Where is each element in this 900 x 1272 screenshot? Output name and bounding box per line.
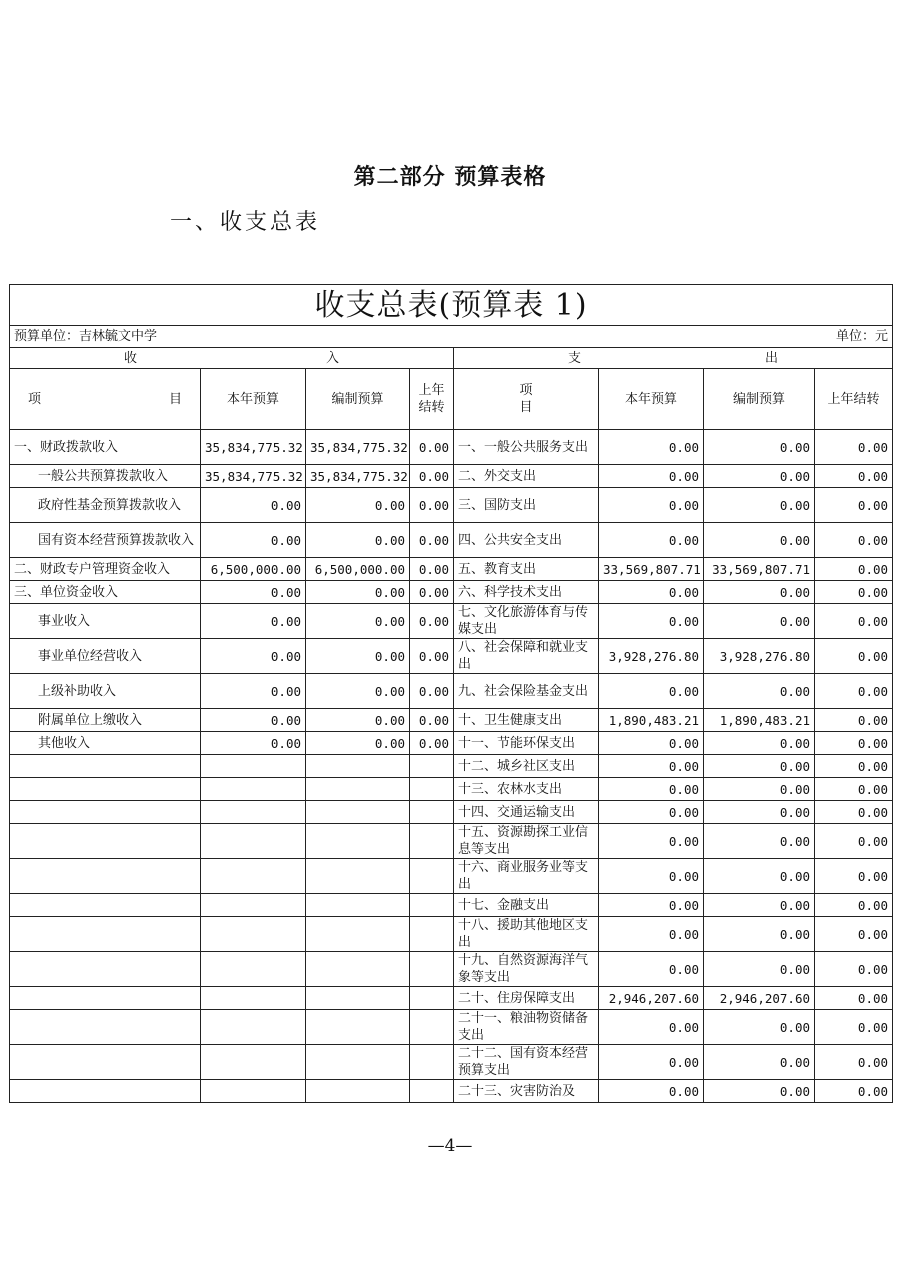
expense-compiled-cell: 0.00	[704, 755, 815, 778]
expense-compiled-cell: 0.00	[704, 801, 815, 824]
expense-current-cell: 0.00	[599, 465, 704, 488]
income-item-cell: 附属单位上缴收入	[10, 709, 201, 732]
table-row	[10, 558, 893, 581]
income-current-cell: 0.00	[201, 639, 306, 674]
income-item-cell	[10, 917, 201, 952]
income-carryover-cell	[410, 859, 454, 894]
budget-unit-name: 预算单位：吉林毓文中学	[10, 326, 815, 348]
income-compiled-header: 编制预算	[306, 369, 410, 430]
expense-item-cell: 十四、交通运输支出	[454, 801, 599, 824]
income-current-cell: 0.00	[201, 732, 306, 755]
expense-item-cell: 七、文化旅游体育与传媒支出	[454, 604, 599, 639]
expense-carryover-cell: 0.00	[815, 859, 893, 894]
expense-carryover-cell: 0.00	[815, 674, 893, 709]
expense-item-cell: 二十三、灾害防治及	[454, 1080, 599, 1103]
income-current-cell: 0.00	[201, 523, 306, 558]
income-current-cell	[201, 1080, 306, 1103]
expense-carryover-cell: 0.00	[815, 755, 893, 778]
income-carryover-cell: 0.00	[410, 465, 454, 488]
expense-carryover-cell: 0.00	[815, 488, 893, 523]
income-current-cell: 0.00	[201, 488, 306, 523]
table-row	[10, 824, 893, 859]
expense-current-cell: 2,946,207.60	[599, 987, 704, 1010]
expense-current-cell: 0.00	[599, 488, 704, 523]
expense-compiled-cell: 0.00	[704, 1080, 815, 1103]
income-current-cell	[201, 987, 306, 1010]
table-row	[10, 987, 893, 1010]
expense-compiled-cell: 0.00	[704, 894, 815, 917]
expense-current-cell: 0.00	[599, 430, 704, 465]
expense-compiled-cell: 0.00	[704, 1045, 815, 1080]
expense-item-cell: 五、教育支出	[454, 558, 599, 581]
income-current-cell: 6,500,000.00	[201, 558, 306, 581]
income-item-cell	[10, 824, 201, 859]
income-compiled-cell: 0.00	[306, 732, 410, 755]
income-item-cell: 二、财政专户管理资金收入	[10, 558, 201, 581]
expense-item-cell: 十九、自然资源海洋气象等支出	[454, 952, 599, 987]
table-row	[10, 917, 893, 952]
expense-item-cell: 二十一、粮油物资储备支出	[454, 1010, 599, 1045]
expense-compiled-cell: 0.00	[704, 581, 815, 604]
income-compiled-cell: 6,500,000.00	[306, 558, 410, 581]
page-number: —4—	[427, 1136, 473, 1156]
expense-item-cell: 十一、节能环保支出	[454, 732, 599, 755]
expense-item-cell: 十五、资源勘探工业信息等支出	[454, 824, 599, 859]
expense-compiled-cell: 0.00	[704, 523, 815, 558]
expense-item-cell: 十三、农林水支出	[454, 778, 599, 801]
expense-compiled-cell: 0.00	[704, 859, 815, 894]
table-row	[10, 430, 893, 465]
expense-current-cell: 0.00	[599, 581, 704, 604]
expense-compiled-header: 编制预算	[704, 369, 815, 430]
expense-compiled-cell: 0.00	[704, 778, 815, 801]
income-current-header: 本年预算	[201, 369, 306, 430]
income-current-cell: 35,834,775.32	[201, 465, 306, 488]
income-carryover-cell	[410, 894, 454, 917]
table-row	[10, 465, 893, 488]
income-carryover-cell	[410, 1010, 454, 1045]
income-item-cell: 一般公共预算拨款收入	[10, 465, 201, 488]
income-item-cell: 一、财政拨款收入	[10, 430, 201, 465]
income-current-cell: 35,834,775.32	[201, 430, 306, 465]
expense-compiled-cell: 0.00	[704, 674, 815, 709]
expense-compiled-cell: 0.00	[704, 824, 815, 859]
income-compiled-cell: 0.00	[306, 488, 410, 523]
expense-carryover-cell: 0.00	[815, 1010, 893, 1045]
income-item-cell	[10, 894, 201, 917]
expense-item-cell: 十六、商业服务业等支出	[454, 859, 599, 894]
table-row	[10, 952, 893, 987]
expense-compiled-cell: 3,928,276.80	[704, 639, 815, 674]
expense-item-cell: 九、社会保险基金支出	[454, 674, 599, 709]
expense-current-cell: 0.00	[599, 674, 704, 709]
income-item-cell	[10, 755, 201, 778]
income-item-cell: 其他收入	[10, 732, 201, 755]
income-compiled-cell: 0.00	[306, 674, 410, 709]
income-current-cell: 0.00	[201, 709, 306, 732]
income-compiled-cell	[306, 824, 410, 859]
income-compiled-cell: 35,834,775.32	[306, 465, 410, 488]
expense-item-cell: 八、社会保障和就业支出	[454, 639, 599, 674]
income-current-cell	[201, 1045, 306, 1080]
table-row	[10, 1080, 893, 1103]
expense-carryover-cell: 0.00	[815, 894, 893, 917]
expense-current-cell: 0.00	[599, 1045, 704, 1080]
income-item-cell	[10, 987, 201, 1010]
income-item-cell: 事业单位经营收入	[10, 639, 201, 674]
income-compiled-cell	[306, 755, 410, 778]
section-title: 一、收支总表	[170, 210, 321, 235]
expense-compiled-cell: 33,569,807.71	[704, 558, 815, 581]
income-carryover-cell: 0.00	[410, 639, 454, 674]
income-header-char-1: 收	[124, 350, 138, 366]
table-row	[10, 755, 893, 778]
expense-item-cell: 十八、援助其他地区支出	[454, 917, 599, 952]
income-carryover-cell	[410, 952, 454, 987]
income-compiled-cell	[306, 987, 410, 1010]
expense-compiled-cell: 0.00	[704, 1010, 815, 1045]
expense-carryover-cell: 0.00	[815, 1080, 893, 1103]
income-compiled-cell	[306, 952, 410, 987]
income-carryover-cell: 0.00	[410, 674, 454, 709]
expense-current-cell: 0.00	[599, 523, 704, 558]
income-item-cell: 三、单位资金收入	[10, 581, 201, 604]
table-row	[10, 674, 893, 709]
table-row	[10, 1045, 893, 1080]
currency-unit: 单位：元	[815, 326, 893, 348]
income-current-cell	[201, 1010, 306, 1045]
table-row	[10, 488, 893, 523]
expense-current-cell: 0.00	[599, 1080, 704, 1103]
income-compiled-cell	[306, 859, 410, 894]
expense-header-char-1: 支	[568, 350, 582, 366]
table-row	[10, 859, 893, 894]
income-compiled-cell: 0.00	[306, 709, 410, 732]
expense-current-cell: 1,890,483.21	[599, 709, 704, 732]
expense-item-cell: 二、外交支出	[454, 465, 599, 488]
income-item-cell: 政府性基金预算拨款收入	[10, 488, 201, 523]
expense-current-cell: 3,928,276.80	[599, 639, 704, 674]
table-row	[10, 604, 893, 639]
expense-carryover-cell: 0.00	[815, 604, 893, 639]
income-current-cell	[201, 755, 306, 778]
income-compiled-cell	[306, 917, 410, 952]
income-carryover-header: 上年结转	[410, 369, 454, 430]
income-item-cell	[10, 859, 201, 894]
expense-item-cell: 六、科学技术支出	[454, 581, 599, 604]
income-compiled-cell: 0.00	[306, 581, 410, 604]
expense-current-cell: 0.00	[599, 952, 704, 987]
income-carryover-cell: 0.00	[410, 709, 454, 732]
expense-item-cell: 十七、金融支出	[454, 894, 599, 917]
income-carryover-cell: 0.00	[410, 732, 454, 755]
expense-current-cell: 0.00	[599, 1010, 704, 1045]
expense-item-cell: 二十二、国有资本经营预算支出	[454, 1045, 599, 1080]
expense-current-cell: 0.00	[599, 755, 704, 778]
expense-carryover-cell: 0.00	[815, 581, 893, 604]
income-carryover-cell	[410, 755, 454, 778]
expense-compiled-cell: 0.00	[704, 952, 815, 987]
expense-compiled-cell: 0.00	[704, 488, 815, 523]
income-current-cell: 0.00	[201, 604, 306, 639]
table-row	[10, 581, 893, 604]
income-carryover-cell: 0.00	[410, 430, 454, 465]
income-item-cell	[10, 1010, 201, 1045]
expense-current-cell: 33,569,807.71	[599, 558, 704, 581]
income-carryover-cell: 0.00	[410, 523, 454, 558]
income-carryover-cell	[410, 778, 454, 801]
expense-carryover-cell: 0.00	[815, 952, 893, 987]
table-row	[10, 894, 893, 917]
income-item-cell	[10, 801, 201, 824]
expense-item-cell: 一、一般公共服务支出	[454, 430, 599, 465]
income-carryover-cell	[410, 824, 454, 859]
income-current-cell: 0.00	[201, 581, 306, 604]
income-item-cell: 上级补助收入	[10, 674, 201, 709]
expense-section-header	[454, 348, 893, 369]
income-current-cell	[201, 952, 306, 987]
expense-carryover-cell: 0.00	[815, 778, 893, 801]
expense-current-header: 本年预算	[599, 369, 704, 430]
income-carryover-cell	[410, 1045, 454, 1080]
income-carryover-cell	[410, 917, 454, 952]
table-row	[10, 732, 893, 755]
table-row	[10, 639, 893, 674]
expense-carryover-cell: 0.00	[815, 732, 893, 755]
income-current-cell	[201, 778, 306, 801]
budget-summary-table	[9, 284, 893, 1103]
expense-header-char-2: 出	[765, 350, 779, 366]
table-row	[10, 801, 893, 824]
income-compiled-cell	[306, 894, 410, 917]
expense-carryover-cell: 0.00	[815, 917, 893, 952]
income-carryover-cell	[410, 1080, 454, 1103]
income-compiled-cell	[306, 1080, 410, 1103]
part-title: 第二部分 预算表格	[353, 165, 547, 190]
expense-compiled-cell: 0.00	[704, 917, 815, 952]
income-carryover-cell	[410, 987, 454, 1010]
expense-carryover-cell: 0.00	[815, 523, 893, 558]
income-current-cell: 0.00	[201, 674, 306, 709]
expense-current-cell: 0.00	[599, 778, 704, 801]
expense-item-header: 项 目	[454, 369, 599, 430]
income-carryover-cell	[410, 801, 454, 824]
expense-current-cell: 0.00	[599, 801, 704, 824]
expense-compiled-cell: 1,890,483.21	[704, 709, 815, 732]
income-item-header: 项 目	[10, 369, 201, 430]
expense-carryover-cell: 0.00	[815, 558, 893, 581]
income-item-cell: 事业收入	[10, 604, 201, 639]
expense-item-cell: 十、卫生健康支出	[454, 709, 599, 732]
expense-carryover-cell: 0.00	[815, 639, 893, 674]
expense-compiled-cell: 2,946,207.60	[704, 987, 815, 1010]
income-section-header	[10, 348, 454, 369]
table-row	[10, 709, 893, 732]
expense-compiled-cell: 0.00	[704, 732, 815, 755]
expense-carryover-cell: 0.00	[815, 801, 893, 824]
income-header-char-2: 入	[325, 350, 339, 366]
income-compiled-cell: 35,834,775.32	[306, 430, 410, 465]
income-item-cell	[10, 952, 201, 987]
income-item-cell	[10, 1080, 201, 1103]
expense-carryover-cell: 0.00	[815, 824, 893, 859]
expense-current-cell: 0.00	[599, 732, 704, 755]
income-carryover-cell: 0.00	[410, 604, 454, 639]
income-compiled-cell	[306, 1010, 410, 1045]
expense-current-cell: 0.00	[599, 917, 704, 952]
expense-carryover-cell: 0.00	[815, 465, 893, 488]
expense-current-cell: 0.00	[599, 894, 704, 917]
income-carryover-cell: 0.00	[410, 488, 454, 523]
expense-carryover-header: 上年结转	[815, 369, 893, 430]
expense-carryover-cell: 0.00	[815, 987, 893, 1010]
income-item-cell	[10, 778, 201, 801]
expense-current-cell: 0.00	[599, 824, 704, 859]
income-current-cell	[201, 824, 306, 859]
expense-item-cell: 四、公共安全支出	[454, 523, 599, 558]
income-current-cell	[201, 859, 306, 894]
income-compiled-cell	[306, 801, 410, 824]
income-compiled-cell: 0.00	[306, 604, 410, 639]
expense-carryover-cell: 0.00	[815, 709, 893, 732]
income-item-cell	[10, 1045, 201, 1080]
income-current-cell	[201, 917, 306, 952]
expense-current-cell: 0.00	[599, 604, 704, 639]
income-compiled-cell: 0.00	[306, 639, 410, 674]
income-compiled-cell: 0.00	[306, 523, 410, 558]
expense-carryover-cell: 0.00	[815, 430, 893, 465]
income-compiled-cell	[306, 778, 410, 801]
expense-compiled-cell: 0.00	[704, 430, 815, 465]
income-current-cell	[201, 801, 306, 824]
table-title: 收支总表(预算表 1)	[10, 285, 893, 326]
expense-item-cell: 十二、城乡社区支出	[454, 755, 599, 778]
expense-compiled-cell: 0.00	[704, 465, 815, 488]
expense-carryover-cell: 0.00	[815, 1045, 893, 1080]
table-row	[10, 1010, 893, 1045]
expense-current-cell: 0.00	[599, 859, 704, 894]
table-row	[10, 778, 893, 801]
table-row	[10, 523, 893, 558]
income-carryover-cell: 0.00	[410, 581, 454, 604]
income-item-cell: 国有资本经营预算拨款收入	[10, 523, 201, 558]
expense-item-cell: 二十、住房保障支出	[454, 987, 599, 1010]
income-carryover-cell: 0.00	[410, 558, 454, 581]
income-compiled-cell	[306, 1045, 410, 1080]
expense-compiled-cell: 0.00	[704, 604, 815, 639]
income-current-cell	[201, 894, 306, 917]
expense-item-cell: 三、国防支出	[454, 488, 599, 523]
